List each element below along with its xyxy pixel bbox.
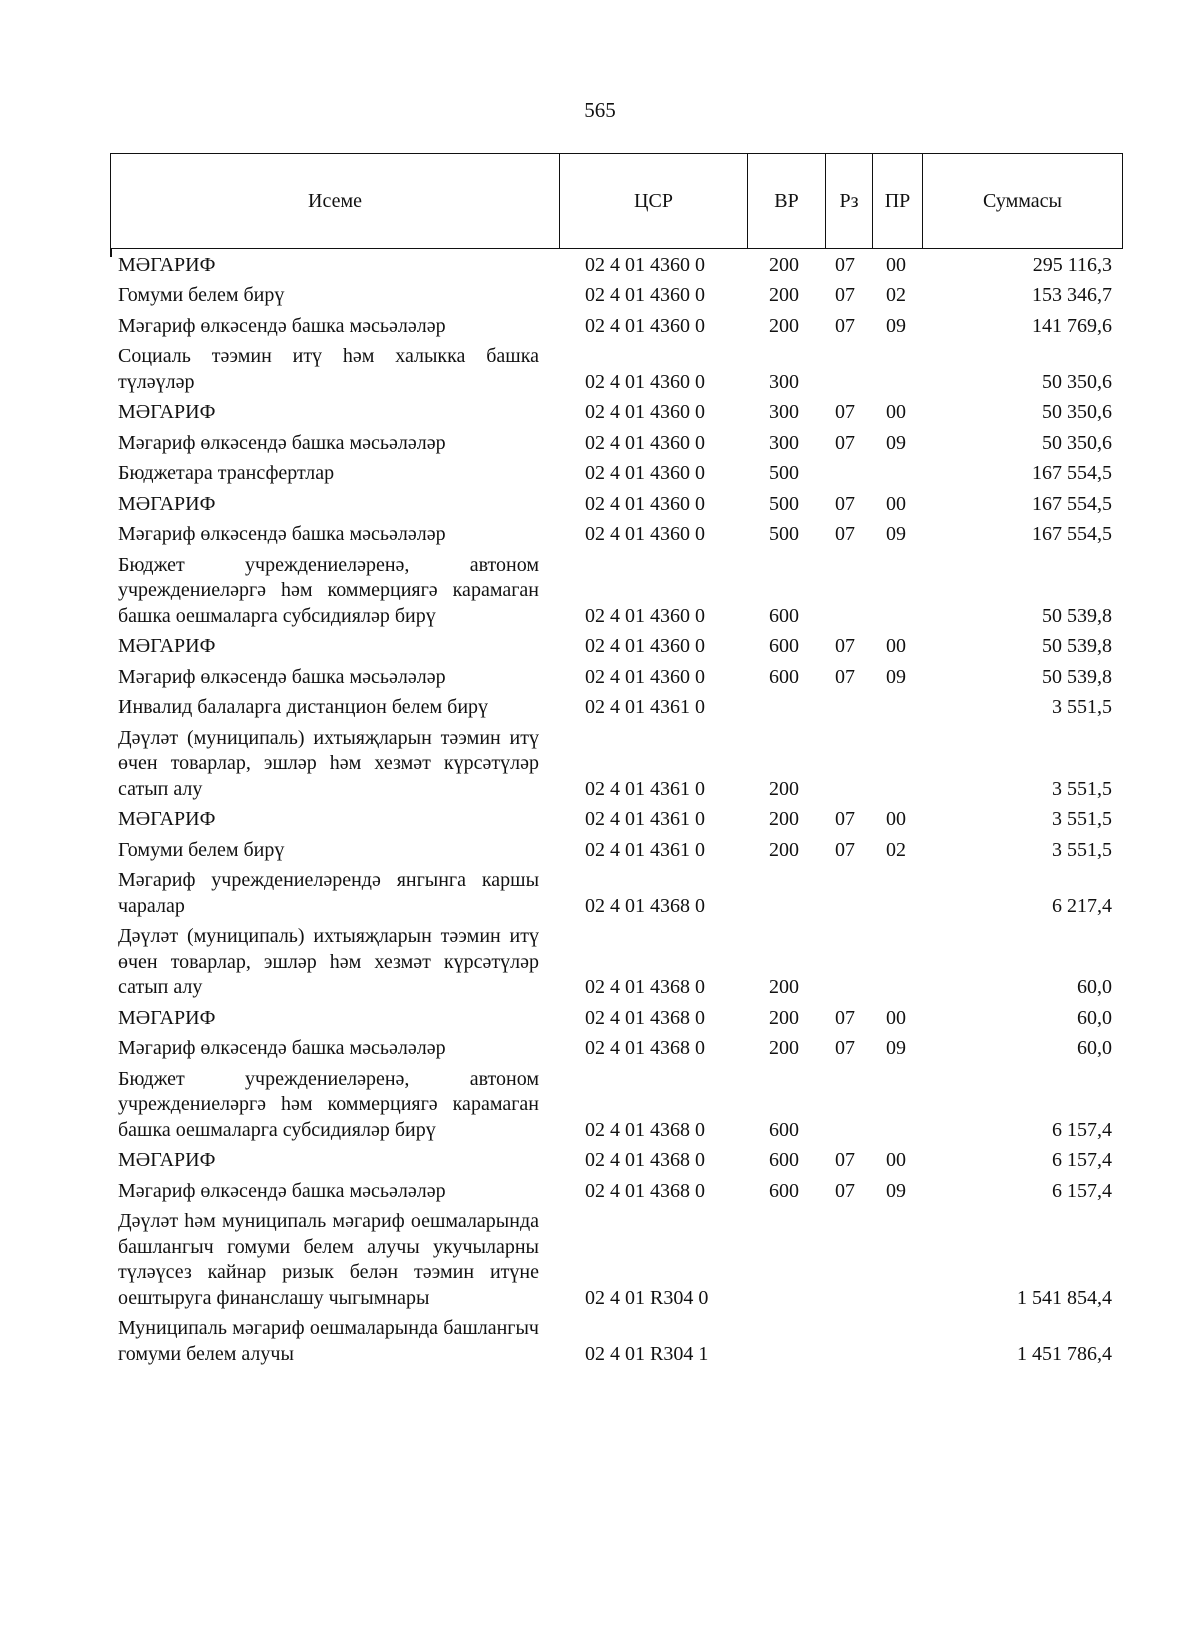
cell-name: Гомуми белем бирү [118, 838, 285, 861]
cell-vr: 200 [769, 808, 799, 830]
cell-csr: 02 4 01 4360 0 [585, 523, 705, 545]
cell-name: Инвалид балаларга дистанцион белем бирү [118, 696, 489, 718]
cell-vr: 500 [769, 523, 799, 545]
cell-pr: 00 [886, 808, 906, 830]
cell-pr: 00 [886, 635, 906, 657]
cell-vr: 600 [769, 604, 799, 627]
cell-sum: 60,0 [1077, 1037, 1112, 1059]
table-row [110, 520, 1122, 551]
header-sum: Суммасы [923, 154, 1123, 249]
table-row [110, 723, 1122, 805]
cell-rz: 07 [835, 665, 855, 688]
cell-pr: 09 [886, 431, 906, 454]
table-row [110, 459, 1122, 490]
cell-sum: 6 157,4 [1052, 1118, 1112, 1141]
cell-sum: 3 551,5 [1052, 838, 1112, 861]
table-row [110, 250, 1122, 281]
cell-csr: 02 4 01 4368 0 [585, 1179, 705, 1202]
cell-vr: 600 [769, 665, 799, 688]
table-row [110, 805, 1122, 836]
cell-name: Бюджет учреждениеләренә, автоном учреждениеләргә һәм коммерциягә карамаган башка оешмаларга субсидияләр бирү [118, 553, 539, 627]
cell-csr: 02 4 01 R304 0 [585, 1286, 709, 1309]
cell-vr [747, 1207, 825, 1314]
cell-name: Гомуми белем бирү [118, 284, 285, 306]
cell-vr: 200 [769, 777, 799, 800]
cell-sum: 50 539,8 [1042, 665, 1112, 688]
cell-rz [825, 922, 872, 1004]
table-row [110, 1176, 1122, 1207]
cell-sum: 3 551,5 [1052, 696, 1112, 718]
cell-vr [747, 693, 825, 724]
table-row [110, 1064, 1122, 1146]
cell-pr [872, 1064, 922, 1146]
cell-sum: 50 350,6 [1042, 401, 1112, 423]
cell-vr: 300 [769, 370, 799, 393]
cell-vr: 200 [769, 1006, 799, 1029]
cell-rz: 07 [835, 808, 855, 830]
header-rz: Рз [826, 154, 873, 249]
table-row [110, 428, 1122, 459]
cell-rz [825, 1064, 872, 1146]
cell-rz: 07 [835, 431, 855, 454]
cell-vr: 300 [769, 401, 799, 423]
cell-name: Мәгариф өлкәсендә башка мәсьәләләр [118, 1179, 446, 1202]
table-row [110, 489, 1122, 520]
cell-sum: 60,0 [1077, 976, 1112, 998]
cell-rz: 07 [835, 635, 855, 657]
cell-rz [825, 723, 872, 805]
header-pr: ПР [873, 154, 923, 249]
table-row [110, 550, 1122, 632]
cell-csr: 02 4 01 4360 0 [585, 370, 705, 393]
cell-sum: 1 541 854,4 [1017, 1286, 1112, 1309]
cell-name: Мәгариф өлкәсендә башка мәсьәләләр [118, 665, 446, 688]
cell-pr: 09 [886, 314, 906, 337]
table-row [110, 866, 1122, 922]
cell-rz: 07 [835, 492, 855, 515]
cell-name: Мәгариф өлкәсендә башка мәсьәләләр [118, 523, 446, 545]
cell-sum: 6 217,4 [1052, 894, 1112, 917]
cell-vr: 600 [769, 1149, 799, 1171]
cell-pr: 09 [886, 665, 906, 688]
cell-rz: 07 [835, 253, 855, 276]
cell-sum: 6 157,4 [1052, 1179, 1112, 1202]
cell-rz: 07 [835, 523, 855, 545]
cell-rz: 07 [835, 401, 855, 423]
cell-sum: 167 554,5 [1032, 523, 1112, 545]
cell-csr: 02 4 01 4360 0 [585, 253, 705, 276]
cell-pr [872, 922, 922, 1004]
cell-name: МӘГАРИФ [118, 492, 216, 515]
table-row [110, 1314, 1122, 1370]
table-row [110, 311, 1122, 342]
cell-csr: 02 4 01 4368 0 [585, 1149, 705, 1171]
cell-sum: 50 350,6 [1042, 431, 1112, 454]
cell-pr [872, 1314, 922, 1370]
cell-vr: 200 [769, 253, 799, 276]
cell-vr: 200 [769, 284, 799, 306]
cell-sum: 50 539,8 [1042, 635, 1112, 657]
header-name: Исеме [111, 154, 560, 249]
table-row [110, 398, 1122, 429]
cell-pr: 02 [886, 284, 906, 306]
cell-pr [872, 693, 922, 724]
cell-sum: 3 551,5 [1052, 808, 1112, 830]
cell-rz [825, 550, 872, 632]
cell-vr: 200 [769, 1037, 799, 1059]
cell-pr: 00 [886, 1006, 906, 1029]
cell-sum: 295 116,3 [1032, 253, 1112, 276]
header-csr: ЦСР [560, 154, 748, 249]
cell-csr: 02 4 01 4368 0 [585, 1006, 705, 1029]
cell-name: Социаль тәэмин итү һәм халыкка башка түләүләр [118, 345, 539, 393]
cell-pr: 09 [886, 1179, 906, 1202]
table-row [110, 1146, 1122, 1177]
cell-name: МӘГАРИФ [118, 253, 216, 276]
cell-sum: 167 554,5 [1032, 462, 1112, 484]
budget-table [110, 250, 1122, 1370]
cell-vr: 600 [769, 1118, 799, 1141]
cell-csr: 02 4 01 4360 0 [585, 284, 705, 306]
budget-table-body [110, 250, 1122, 1370]
cell-rz: 07 [835, 1149, 855, 1171]
cell-pr [872, 1207, 922, 1314]
table-row [110, 922, 1122, 1004]
cell-pr [872, 866, 922, 922]
cell-name: Бюджетара трансфертлар [118, 462, 335, 484]
cell-name: МӘГАРИФ [118, 401, 216, 423]
cell-rz [825, 1207, 872, 1314]
cell-pr: 02 [886, 838, 906, 861]
cell-name: Мәгариф учреждениеләрендә янгынга каршы чаралар [118, 869, 539, 917]
cell-rz [825, 866, 872, 922]
table-row [110, 835, 1122, 866]
cell-csr: 02 4 01 4360 0 [585, 462, 705, 484]
cell-sum: 50 350,6 [1042, 370, 1112, 393]
table-header [110, 153, 1123, 249]
page-number: 565 [584, 98, 616, 122]
cell-sum: 1 451 786,4 [1017, 1342, 1112, 1365]
cell-csr: 02 4 01 4368 0 [585, 976, 705, 998]
cell-rz: 07 [835, 1037, 855, 1059]
cell-vr: 300 [769, 431, 799, 454]
cell-rz: 07 [835, 284, 855, 306]
cell-vr: 500 [769, 462, 799, 484]
cell-csr: 02 4 01 4360 0 [585, 314, 705, 337]
cell-name: Дәүләт (муниципаль) ихтыяҗларын тәэмин итү өчен товарлар, эшләр һәм хезмәт күрсәтүләр сатып алу [118, 726, 539, 800]
cell-csr: 02 4 01 4360 0 [585, 635, 705, 657]
header-vr: ВР [748, 154, 826, 249]
table-row [110, 1003, 1122, 1034]
cell-name: Мәгариф өлкәсендә башка мәсьәләләр [118, 1037, 446, 1059]
cell-pr [872, 723, 922, 805]
cell-vr [747, 1314, 825, 1370]
cell-rz [825, 459, 872, 490]
cell-name: МӘГАРИФ [118, 635, 216, 657]
cell-csr: 02 4 01 4360 0 [585, 401, 705, 423]
cell-csr: 02 4 01 R304 1 [585, 1342, 709, 1365]
cell-vr [747, 866, 825, 922]
table-row [110, 1034, 1122, 1065]
cell-rz: 07 [835, 838, 855, 861]
cell-csr: 02 4 01 4361 0 [585, 777, 705, 800]
cell-vr: 600 [769, 635, 799, 657]
cell-rz: 07 [835, 1179, 855, 1202]
cell-sum: 50 539,8 [1042, 604, 1112, 627]
cell-name: МӘГАРИФ [118, 1149, 216, 1171]
table-row [110, 281, 1122, 312]
cell-name: МӘГАРИФ [118, 808, 216, 830]
cell-sum: 153 346,7 [1032, 284, 1112, 306]
cell-csr: 02 4 01 4361 0 [585, 838, 705, 861]
cell-pr: 09 [886, 523, 906, 545]
cell-csr: 02 4 01 4360 0 [585, 431, 705, 454]
cell-name: Мәгариф өлкәсендә башка мәсьәләләр [118, 431, 446, 454]
cell-sum: 167 554,5 [1032, 492, 1112, 515]
cell-csr: 02 4 01 4361 0 [585, 808, 705, 830]
cell-vr: 200 [769, 314, 799, 337]
cell-csr: 02 4 01 4368 0 [585, 1037, 705, 1059]
table-row [110, 1207, 1122, 1314]
cell-rz [825, 1314, 872, 1370]
table-row [110, 662, 1122, 693]
cell-csr: 02 4 01 4360 0 [585, 492, 705, 515]
cell-pr: 00 [886, 492, 906, 515]
cell-pr: 00 [886, 1149, 906, 1171]
cell-sum: 6 157,4 [1052, 1149, 1112, 1171]
table-rows [110, 250, 1122, 1370]
cell-vr: 200 [769, 976, 799, 998]
cell-pr [872, 550, 922, 632]
cell-name: Дәүләт (муниципаль) ихтыяҗларын тәэмин итү өчен товарлар, эшләр һәм хезмәт күрсәтүләр сатып алу [118, 925, 539, 998]
table-row [110, 693, 1122, 724]
cell-csr: 02 4 01 4368 0 [585, 1118, 705, 1141]
cell-sum: 3 551,5 [1052, 777, 1112, 800]
cell-sum: 60,0 [1077, 1006, 1112, 1029]
cell-rz: 07 [835, 1006, 855, 1029]
cell-pr [872, 342, 922, 398]
cell-name: МӘГАРИФ [118, 1006, 216, 1029]
cell-pr: 00 [886, 253, 906, 276]
cell-name: Дәүләт һәм муниципаль мәгариф оешмаларында башлангыч гомуми белем алучы укучыларны түләүсез кайнар ризык белән тәэмин итүне оештыруга финанслашу чыгымнары [118, 1210, 539, 1309]
cell-csr: 02 4 01 4361 0 [585, 696, 705, 718]
cell-rz: 07 [835, 314, 855, 337]
cell-vr: 500 [769, 492, 799, 515]
table-row [110, 342, 1122, 398]
cell-name: Бюджет учреждениеләренә, автоном учреждениеләргә һәм коммерциягә карамаган башка оешмаларга субсидияләр бирү [118, 1067, 539, 1141]
cell-pr [872, 459, 922, 490]
cell-csr: 02 4 01 4368 0 [585, 894, 705, 917]
cell-pr: 00 [886, 401, 906, 423]
cell-rz [825, 342, 872, 398]
cell-vr: 600 [769, 1179, 799, 1202]
cell-vr: 200 [769, 838, 799, 861]
cell-csr: 02 4 01 4360 0 [585, 665, 705, 688]
table-row [110, 632, 1122, 663]
cell-pr: 09 [886, 1037, 906, 1059]
cell-sum: 141 769,6 [1032, 314, 1112, 337]
cell-rz [825, 693, 872, 724]
cell-csr: 02 4 01 4360 0 [585, 604, 705, 627]
cell-name: Муниципаль мәгариф оешмаларында башлангыч гомуми белем алучы [118, 1317, 539, 1365]
cell-name: Мәгариф өлкәсендә башка мәсьәләләр [118, 314, 446, 337]
